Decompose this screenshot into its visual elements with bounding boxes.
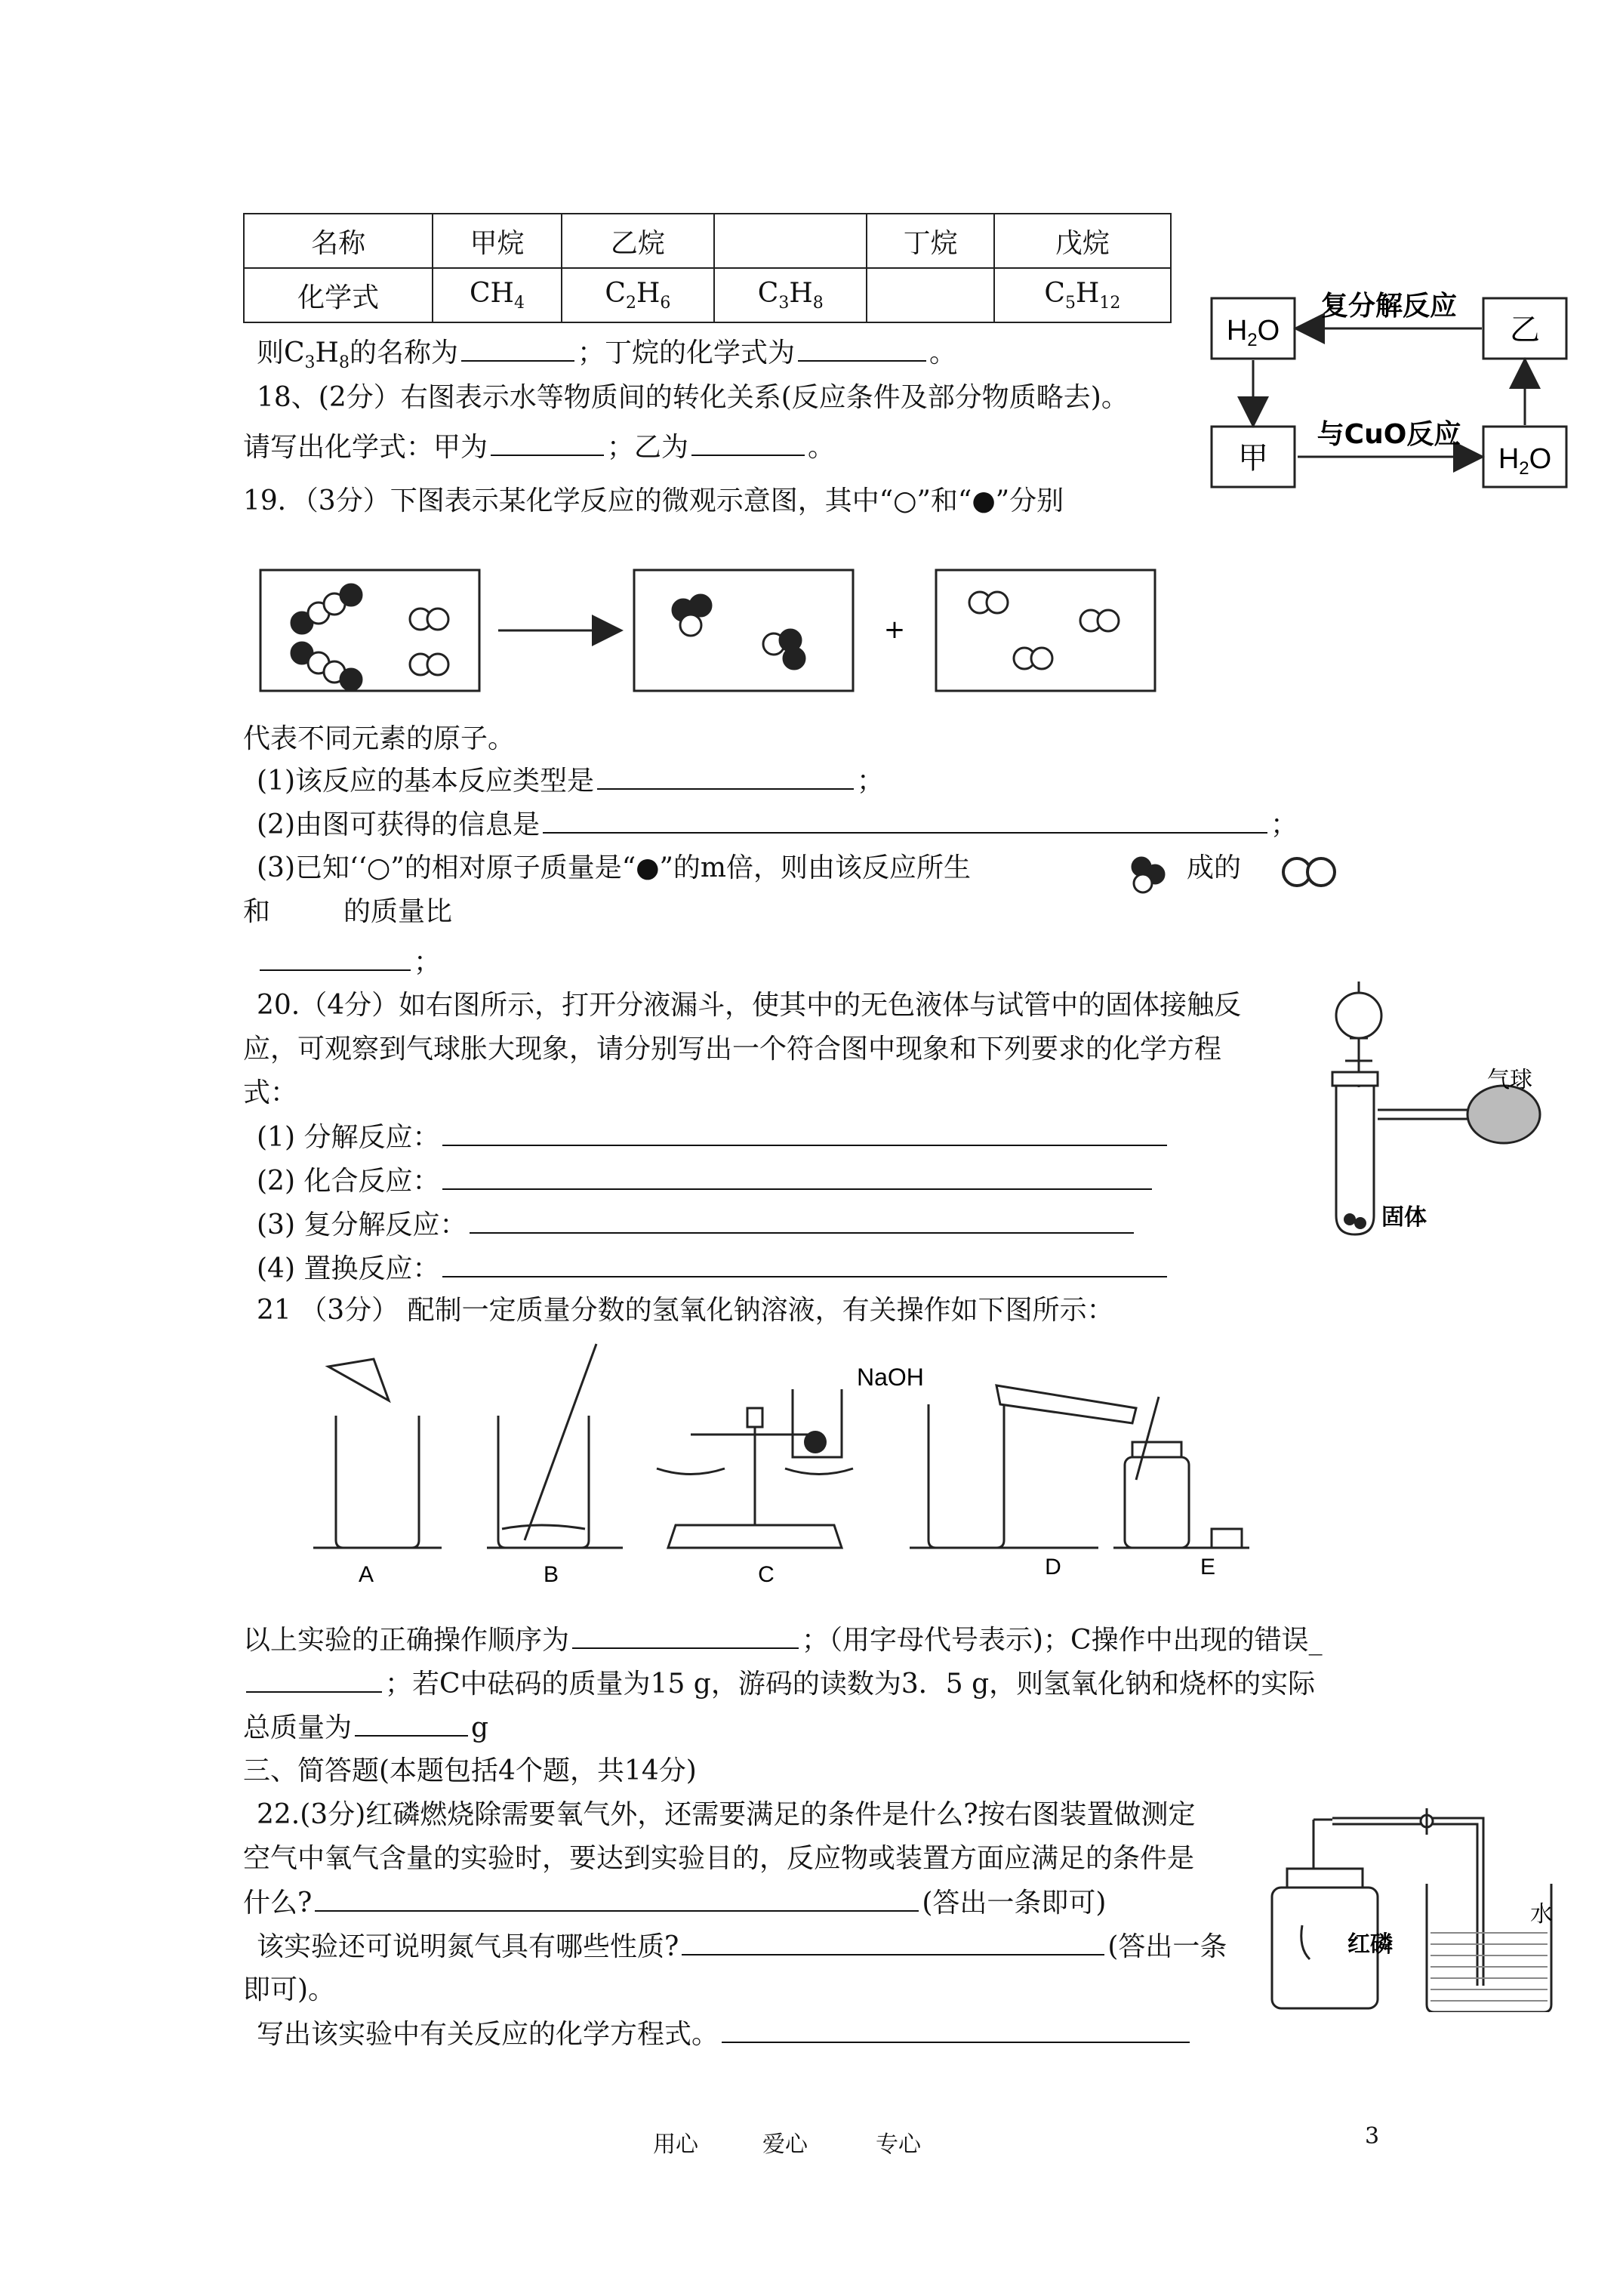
q20-line1: 20.（4分）如右图所示，打开分液漏斗，使其中的无色液体与试管中的固体接触反 (257, 990, 1242, 1021)
q20-item2: (2) 化合反应： (257, 1163, 1155, 1200)
q19-sub1: (1)该反应的基本反应类型是 ； (257, 763, 884, 800)
q20-line2: 应，可观察到气球胀大现象，请分别写出一个符合图中现象和下列要求的化学方程 (243, 1034, 1222, 1065)
q20-item3: (3) 复分解反应： (257, 1207, 1137, 1244)
answer-blank[interactable] (543, 806, 1267, 834)
product-box-1 (634, 570, 853, 691)
solution-operations-figure (313, 1329, 1400, 1586)
arrow-bottom-label: 与CuO反应 (1317, 419, 1461, 450)
q22-line4: 该实验还可说明氮气具有哪些性质? (答出一条 (257, 1928, 1227, 1965)
answer-blank[interactable] (461, 334, 574, 362)
table-cell: $C_3H_8$ (714, 268, 867, 322)
naoh-solid (804, 1431, 827, 1453)
q22-line2: 空气中氧气含量的实验时，要达到实验目的，反应物或装置方面应满足的条件是 (243, 1843, 1195, 1874)
q22-line6: 写出该实验中有关反应的化学方程式。 (257, 2016, 1193, 2053)
q19-sub3: (3)已知‘‘○”的相对原子质量是“●”的m倍，则由该反应所生 (257, 852, 972, 883)
q22-line3: 什么? (答出一条即可) (243, 1885, 1106, 1922)
product-box-2 (936, 570, 1155, 691)
table-cell: $C_2H_6$ (562, 268, 714, 322)
conversion-diagram (1204, 283, 1574, 498)
jia-label: 甲 (1238, 441, 1268, 476)
h2o-top-label: $H_2O$ (1226, 315, 1280, 350)
label-b: B (543, 1562, 559, 1586)
plus-sign: + (883, 615, 906, 645)
answer-blank[interactable] (315, 1885, 919, 1912)
q19-sub3-c: 和 (243, 896, 271, 927)
q20-line3: 式： (243, 1077, 298, 1108)
balloon-label: 气球 (1487, 1067, 1532, 1093)
section-heading: 三、简答题(本题包括4个题，共14分) (243, 1755, 697, 1786)
table-cell (867, 268, 993, 322)
answer-blank[interactable] (572, 1622, 799, 1649)
molecule-dark-icon (1125, 852, 1170, 897)
answer-blank[interactable] (442, 1250, 1167, 1277)
table-cell: 乙烷 (562, 214, 714, 268)
table-cell: 化学式 (244, 268, 433, 322)
q21-answer2: ；若C中砝码的质量为15 g，游码的读数为3．5 g，则氢氧化钠和烧杯的实际 (243, 1666, 1315, 1703)
atom-dark (690, 595, 711, 616)
atom-light (680, 615, 701, 636)
atom-dark (340, 584, 362, 606)
oxygen-content-apparatus (1257, 1797, 1566, 2012)
pan-left (657, 1469, 725, 1475)
table-row (244, 214, 1171, 268)
arrow-top-label: 复分解反应 (1320, 291, 1458, 322)
beaker-a (336, 1416, 419, 1548)
answer-blank[interactable] (682, 1928, 1104, 1955)
table-cell: 甲烷 (433, 214, 561, 268)
answer-blank[interactable] (722, 2016, 1190, 2043)
q18-line1: 18、(2分）右图表示水等物质间的转化关系(反应条件及部分物质略去)。 (257, 382, 1129, 413)
label-c: C (758, 1562, 775, 1586)
red-phosphorus-label: 红磷 (1347, 1931, 1393, 1958)
atom-dark (340, 669, 362, 690)
graduated-cylinder (996, 1385, 1136, 1423)
q18-line2: 请写出化学式：甲为 ；乙为 。 (243, 429, 835, 466)
footer-word: 专心 (876, 2131, 921, 2158)
q22-line5: 即可)。 (243, 1974, 336, 2005)
table-cell: $C_5H_{12}$ (994, 268, 1171, 322)
q19-sub3-answer: ； (257, 944, 441, 981)
atom-light (427, 609, 448, 630)
spoon (1136, 1397, 1159, 1480)
q19-line1: 19．（3分）下图表示某化学反应的微观示意图，其中“○”和“●”分别 (243, 485, 1064, 516)
solid-label: 固体 (1381, 1204, 1427, 1231)
table-cell: $CH_4$ (433, 268, 561, 322)
answer-blank[interactable] (798, 334, 926, 362)
yi-label: 乙 (1510, 313, 1540, 347)
answer-blank[interactable] (355, 1709, 468, 1737)
q17-tail: 则$C_3H_8$的名称为 ；丁烷的化学式为 。 (257, 334, 956, 381)
atom-dark (784, 648, 805, 669)
q20-item4: (4) 置换反应： (257, 1250, 1170, 1287)
q21-answer3: 总质量为 g (243, 1709, 488, 1746)
beaker-d (929, 1404, 1004, 1548)
funnel-bulb (1336, 993, 1381, 1038)
micro-reaction-diagram (257, 566, 1163, 698)
answer-blank[interactable] (597, 763, 854, 790)
q19-line2: 代表不同元素的原子。 (243, 723, 516, 754)
reagent-bottle (1125, 1457, 1189, 1548)
naoh-label: NaOH (857, 1364, 924, 1391)
balloon (1467, 1086, 1540, 1143)
table-cell (714, 214, 867, 268)
h2o-bottom-label: $H_2O$ (1498, 443, 1552, 479)
table-cell: 丁烷 (867, 214, 993, 268)
answer-blank[interactable] (442, 1119, 1167, 1146)
q22-line1: 22.(3分)红磷燃烧除需要氧气外，还需要满足的条件是什么?按右图装置做测定 (257, 1799, 1196, 1830)
balloon-apparatus (1306, 974, 1563, 1246)
alkane-table (243, 213, 1172, 323)
pan-right (785, 1469, 853, 1475)
answer-blank[interactable] (691, 429, 805, 456)
paper-a (328, 1359, 389, 1401)
q20-item1: (1) 分解反应： (257, 1119, 1170, 1156)
molecule-light-icon (1276, 853, 1344, 891)
label-e: E (1200, 1555, 1216, 1579)
q19-sub3-b: 成的 (1187, 852, 1242, 883)
answer-blank[interactable] (246, 1666, 382, 1693)
q21-line1: 21 （3分） 配制一定质量分数的氢氧化钠溶液，有关操作如下图所示： (257, 1295, 1114, 1326)
water-label: 水 (1530, 1901, 1553, 1928)
atom-light (987, 592, 1008, 613)
test-tube (1336, 1072, 1374, 1234)
q19-sub2: (2)由图可获得的信息是 ； (257, 806, 1298, 843)
table-cell: 名称 (244, 214, 433, 268)
atom-light (1031, 648, 1052, 669)
table-row (244, 268, 1171, 322)
atom-light (427, 654, 448, 675)
label-d: D (1045, 1555, 1061, 1579)
answer-blank[interactable] (491, 429, 604, 456)
q21-answer1: 以上实验的正确操作顺序为 ；（用字母代号表示)；C操作中出现的错误_ (243, 1622, 1323, 1659)
footer-word: 用心 (653, 2131, 698, 2158)
label-a: A (358, 1562, 374, 1586)
answer-blank[interactable] (442, 1163, 1152, 1190)
table-cell: 戊烷 (994, 214, 1171, 268)
footer-word: 爱心 (762, 2131, 808, 2158)
q19-sub3-d: 的质量比 (343, 896, 453, 927)
atom-light (1098, 610, 1119, 631)
page-number: 3 (1365, 2123, 1380, 2150)
glass-rod (525, 1344, 596, 1540)
answer-blank[interactable] (470, 1207, 1134, 1234)
answer-blank[interactable] (260, 944, 411, 971)
balance-base (668, 1525, 842, 1548)
